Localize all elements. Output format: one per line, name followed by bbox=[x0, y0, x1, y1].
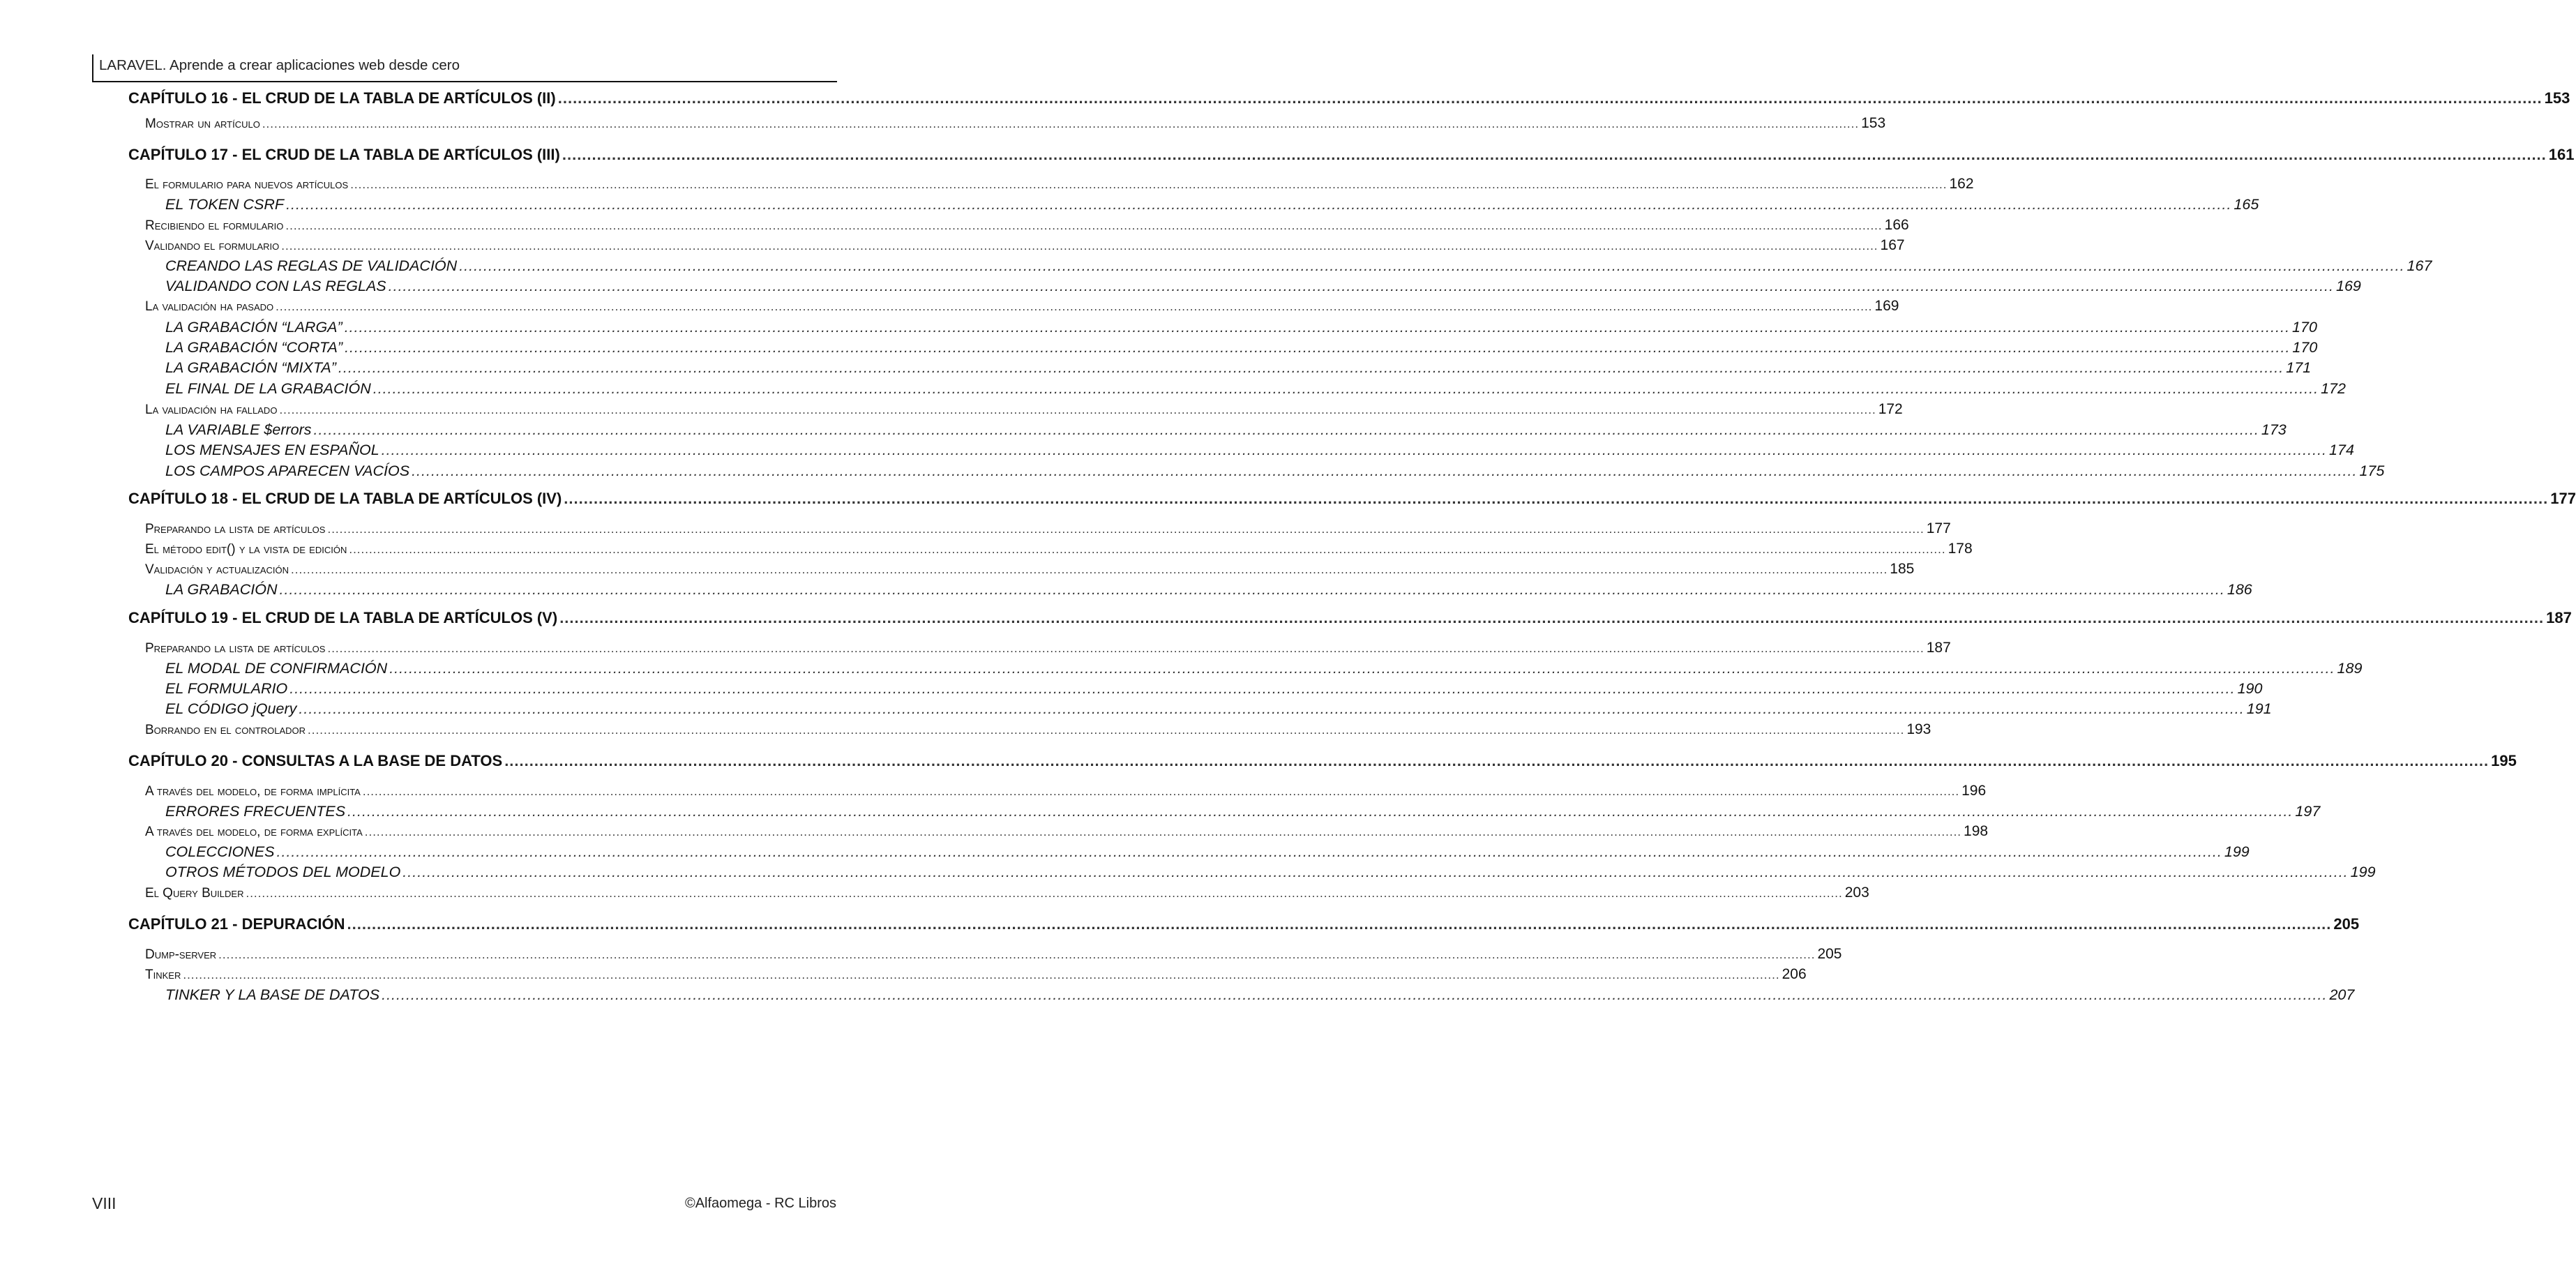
toc-entry-page: 197 bbox=[2295, 803, 2321, 820]
dot-leader: ................................................................................................................................................................................................................................................................................................................................................................................................................ bbox=[557, 89, 2543, 107]
dot-leader: ................................................................................................................................................................................................................................................................................................................................................................................................................ bbox=[388, 278, 2334, 294]
toc-section-entry[interactable] bbox=[145, 561, 1915, 578]
dot-leader: ................................................................................................................................................................................................................................................................................................................................................................................................................ bbox=[299, 700, 2245, 717]
dot-leader: ................................................................................................................................................................................................................................................................................................................................................................................................................ bbox=[218, 948, 1816, 961]
toc-sub-entry[interactable] bbox=[165, 986, 2355, 1004]
toc-entry-title: El Query Builder bbox=[145, 886, 244, 901]
dot-leader: ................................................................................................................................................................................................................................................................................................................................................................................................................ bbox=[344, 319, 2291, 336]
toc-sub-entry[interactable] bbox=[165, 359, 2312, 377]
toc-sub-entry[interactable] bbox=[165, 278, 2361, 295]
toc-entry-title: CAPÍTULO 17 - EL CRUD DE LA TABLA DE ARTÍCULOS (III) bbox=[128, 146, 560, 163]
toc-entry-title: CAPÍTULO 18 - EL CRUD DE LA TABLA DE ARTÍCULOS (IV) bbox=[128, 490, 562, 507]
toc-entry-page: 172 bbox=[2321, 380, 2346, 397]
dot-leader: ................................................................................................................................................................................................................................................................................................................................................................................................................ bbox=[313, 421, 2259, 438]
dot-leader: ................................................................................................................................................................................................................................................................................................................................................................................................................ bbox=[562, 146, 2547, 163]
toc-entry-page: 169 bbox=[2336, 278, 2361, 294]
dot-leader: ................................................................................................................................................................................................................................................................................................................................................................................................................ bbox=[291, 563, 1888, 576]
toc-entry-title: Recibiendo el formulario bbox=[145, 218, 284, 233]
toc-entry-title: LA GRABACIÓN bbox=[165, 581, 278, 598]
dot-leader: ................................................................................................................................................................................................................................................................................................................................................................................................................ bbox=[350, 178, 1948, 191]
toc-entry-page: 161 bbox=[2548, 146, 2575, 163]
toc-entry-title: El formulario para nuevos artículos bbox=[145, 177, 349, 192]
toc-entry-title: El método edit() y la vista de edición bbox=[145, 542, 347, 557]
dot-leader: ................................................................................................................................................................................................................................................................................................................................................................................................................ bbox=[285, 219, 1883, 232]
toc-section-entry[interactable] bbox=[145, 721, 1931, 738]
toc-chapter-entry[interactable] bbox=[128, 490, 2576, 508]
toc-entry-page: 174 bbox=[2329, 442, 2354, 458]
toc-entry-title: LOS CAMPOS APARECEN VACÍOS bbox=[165, 462, 410, 479]
toc-section-entry[interactable] bbox=[145, 885, 1869, 901]
toc-entry-page: 162 bbox=[1949, 176, 1974, 192]
toc-entry-title: Validando el formulario bbox=[145, 239, 280, 253]
dot-leader: ................................................................................................................................................................................................................................................................................................................................................................................................................ bbox=[338, 359, 2284, 376]
toc-entry-title: EL MODAL DE CONFIRMACIÓN bbox=[165, 660, 388, 677]
dot-leader: ................................................................................................................................................................................................................................................................................................................................................................................................................ bbox=[372, 380, 2319, 397]
toc-entry-title: Dump-server bbox=[145, 947, 217, 962]
dot-leader: ................................................................................................................................................................................................................................................................................................................................................................................................................ bbox=[559, 609, 2545, 626]
toc-section-entry[interactable] bbox=[145, 640, 1951, 656]
toc-sub-entry[interactable] bbox=[165, 700, 2272, 718]
page-number: VIII bbox=[92, 1194, 116, 1212]
toc-entry-page: 185 bbox=[1890, 561, 1915, 577]
dot-leader: ................................................................................................................................................................................................................................................................................................................................................................................................................ bbox=[389, 660, 2335, 677]
toc-sub-entry[interactable] bbox=[165, 257, 2432, 275]
toc-entry-title: Borrando en el controlador bbox=[145, 723, 306, 737]
toc-entry-page: 205 bbox=[1817, 946, 1842, 962]
dot-leader: ................................................................................................................................................................................................................................................................................................................................................................................................................ bbox=[308, 723, 1905, 737]
toc-entry-page: 195 bbox=[2491, 752, 2517, 769]
toc-sub-entry[interactable] bbox=[165, 803, 2321, 820]
toc-section-entry[interactable] bbox=[145, 115, 1886, 132]
running-header bbox=[92, 54, 837, 82]
toc-entry-title: OTROS MÉTODOS DEL MODELO bbox=[165, 864, 401, 880]
toc-section-entry[interactable] bbox=[145, 783, 1987, 799]
dot-leader: ................................................................................................................................................................................................................................................................................................................................................................................................................ bbox=[349, 543, 1946, 556]
dot-leader: ................................................................................................................................................................................................................................................................................................................................................................................................................ bbox=[246, 887, 1843, 900]
dot-leader: ................................................................................................................................................................................................................................................................................................................................................................................................................ bbox=[289, 680, 2236, 697]
toc-section-entry[interactable] bbox=[145, 237, 1905, 254]
toc-entry-page: 205 bbox=[2333, 915, 2360, 933]
toc-sub-entry[interactable] bbox=[165, 660, 2363, 677]
toc-entry-page: 165 bbox=[2234, 196, 2259, 213]
dot-leader: ................................................................................................................................................................................................................................................................................................................................................................................................................ bbox=[281, 239, 1878, 253]
toc-entry-page: 189 bbox=[2337, 660, 2363, 677]
toc-sub-entry[interactable] bbox=[165, 442, 2354, 459]
toc-chapter-entry[interactable] bbox=[128, 915, 2360, 933]
toc-entry-title: La validación ha fallado bbox=[145, 402, 278, 417]
dot-leader: ................................................................................................................................................................................................................................................................................................................................................................................................................ bbox=[347, 915, 2332, 933]
toc-entry-page: 199 bbox=[2224, 843, 2250, 860]
toc-entry-page: 198 bbox=[1964, 823, 1989, 839]
toc-section-entry[interactable] bbox=[145, 217, 1909, 234]
toc-chapter-entry[interactable] bbox=[128, 609, 2572, 627]
toc-entry-title: Mostrar un artículo bbox=[145, 116, 260, 131]
toc-entry-page: 177 bbox=[2550, 490, 2576, 507]
toc-section-entry[interactable] bbox=[145, 298, 1899, 315]
toc-entry-page: 199 bbox=[2350, 864, 2376, 880]
toc-entry-page: 187 bbox=[1926, 640, 1951, 656]
toc-sub-entry[interactable] bbox=[165, 843, 2250, 861]
toc-section-entry[interactable] bbox=[145, 541, 1973, 557]
toc-entry-page: 178 bbox=[1948, 541, 1973, 557]
toc-entry-page: 206 bbox=[1782, 966, 1807, 982]
toc-entry-page: 169 bbox=[1874, 298, 1899, 314]
toc-sub-entry[interactable] bbox=[165, 196, 2259, 213]
toc-entry-page: 190 bbox=[2237, 680, 2263, 697]
toc-entry-title: VALIDANDO CON LAS REGLAS bbox=[165, 278, 386, 294]
toc-entry-title: Validación y actualización bbox=[145, 562, 289, 577]
dot-leader: ................................................................................................................................................................................................................................................................................................................................................................................................................ bbox=[345, 339, 2291, 356]
toc-entry-page: 186 bbox=[2227, 581, 2252, 598]
dot-leader: ................................................................................................................................................................................................................................................................................................................................................................................................................ bbox=[412, 462, 2358, 479]
toc-entry-page: 172 bbox=[1878, 401, 1903, 417]
toc-entry-page: 153 bbox=[1861, 115, 1886, 131]
toc-entry-title: EL FORMULARIO bbox=[165, 680, 288, 697]
toc-entry-page: 167 bbox=[2406, 257, 2432, 274]
toc-entry-page: 171 bbox=[2286, 359, 2312, 376]
dot-leader: ................................................................................................................................................................................................................................................................................................................................................................................................................ bbox=[459, 257, 2405, 274]
toc-entry-title: LOS MENSAJES EN ESPAÑOL bbox=[165, 442, 379, 458]
toc-entry-page: 166 bbox=[1884, 217, 1909, 233]
toc-entry-page: 167 bbox=[1880, 237, 1905, 253]
toc-sub-entry[interactable] bbox=[165, 421, 2287, 439]
toc-sub-entry[interactable] bbox=[165, 680, 2263, 698]
toc-chapter-entry[interactable] bbox=[128, 146, 2575, 164]
toc-entry-page: 175 bbox=[2359, 462, 2385, 479]
book-title: LARAVEL. Aprende a crear aplicaciones web desde cero bbox=[99, 57, 460, 73]
toc-entry-page: 207 bbox=[2329, 986, 2355, 1003]
toc-entry-page: 153 bbox=[2544, 89, 2570, 107]
toc-sub-entry[interactable] bbox=[165, 319, 2317, 336]
toc-entry-title: A través del modelo, de forma implícita bbox=[145, 784, 361, 799]
toc-sub-entry[interactable] bbox=[165, 380, 2346, 398]
dot-leader: ................................................................................................................................................................................................................................................................................................................................................................................................................ bbox=[279, 581, 2225, 598]
toc-sub-entry[interactable] bbox=[165, 462, 2385, 480]
toc-entry-page: 193 bbox=[1906, 721, 1931, 737]
toc-entry-title: CREANDO LAS REGLAS DE VALIDACIÓN bbox=[165, 257, 458, 274]
toc-chapter-entry[interactable] bbox=[128, 752, 2517, 770]
toc-section-entry[interactable] bbox=[145, 946, 1842, 963]
publisher-credit: ©Alfaomega - RC Libros bbox=[684, 1196, 836, 1211]
toc-entry-title: CAPÍTULO 19 - EL CRUD DE LA TABLA DE ARTÍCULOS (V) bbox=[128, 609, 558, 626]
toc-entry-page: 191 bbox=[2246, 700, 2272, 717]
toc-entry-title: Preparando la lista de artículos bbox=[145, 641, 326, 656]
dot-leader: ................................................................................................................................................................................................................................................................................................................................................................................................................ bbox=[347, 803, 2293, 820]
toc-section-entry[interactable] bbox=[145, 176, 1974, 193]
dot-leader: ................................................................................................................................................................................................................................................................................................................................................................................................................ bbox=[327, 642, 1925, 655]
toc-entry-title: LA VARIABLE $errors bbox=[165, 421, 312, 438]
toc-entry-page: 173 bbox=[2261, 421, 2287, 438]
toc-entry-title: EL CÓDIGO jQuery bbox=[165, 700, 297, 717]
toc-entry-title: EL FINAL DE LA GRABACIÓN bbox=[165, 380, 371, 397]
dot-leader: ................................................................................................................................................................................................................................................................................................................................................................................................................ bbox=[327, 522, 1925, 536]
dot-leader: ................................................................................................................................................................................................................................................................................................................................................................................................................ bbox=[364, 825, 1962, 838]
dot-leader: ................................................................................................................................................................................................................................................................................................................................................................................................................ bbox=[279, 403, 1876, 416]
toc-section-entry[interactable] bbox=[145, 401, 1903, 418]
toc-entry-page: 196 bbox=[1961, 783, 1987, 799]
toc-entry-page: 170 bbox=[2292, 319, 2317, 336]
toc-entry-title: CAPÍTULO 20 - CONSULTAS A LA BASE DE DATOS bbox=[128, 752, 503, 769]
toc-entry-title: LA GRABACIÓN “MIXTA” bbox=[165, 359, 336, 376]
toc-entry-title: ERRORES FRECUENTES bbox=[165, 803, 346, 820]
toc-sub-entry[interactable] bbox=[165, 339, 2318, 356]
dot-leader: ................................................................................................................................................................................................................................................................................................................................................................................................................ bbox=[286, 196, 2232, 213]
dot-leader: ................................................................................................................................................................................................................................................................................................................................................................................................................ bbox=[381, 442, 2328, 458]
dot-leader: ................................................................................................................................................................................................................................................................................................................................................................................................................ bbox=[402, 864, 2349, 880]
toc-entry-page: 177 bbox=[1926, 520, 1951, 536]
toc-entry-title: Preparando la lista de artículos bbox=[145, 522, 326, 536]
dot-leader: ................................................................................................................................................................................................................................................................................................................................................................................................................ bbox=[183, 968, 1780, 981]
toc-entry-page: 170 bbox=[2292, 339, 2318, 356]
toc-entry-title: CAPÍTULO 21 - DEPURACIÓN bbox=[128, 915, 345, 933]
toc-entry-page: 187 bbox=[2546, 609, 2572, 626]
toc-section-entry[interactable] bbox=[145, 823, 1989, 840]
toc-entry-title: LA GRABACIÓN “CORTA” bbox=[165, 339, 343, 356]
dot-leader: ................................................................................................................................................................................................................................................................................................................................................................................................................ bbox=[262, 117, 1860, 130]
dot-leader: ................................................................................................................................................................................................................................................................................................................................................................................................................ bbox=[504, 752, 2490, 769]
dot-leader: ................................................................................................................................................................................................................................................................................................................................................................................................................ bbox=[564, 490, 2549, 507]
toc-entry-title: CAPÍTULO 16 - EL CRUD DE LA TABLA DE ARTÍCULOS (II) bbox=[128, 89, 556, 107]
toc-entry-page: 203 bbox=[1844, 885, 1869, 901]
toc-section-entry[interactable] bbox=[145, 520, 1951, 537]
toc-entry-title: TINKER Y LA BASE DE DATOS bbox=[165, 986, 380, 1003]
toc-entry-title: COLECCIONES bbox=[165, 843, 275, 860]
dot-leader: ................................................................................................................................................................................................................................................................................................................................................................................................................ bbox=[362, 785, 1960, 798]
toc-entry-title: LA GRABACIÓN “LARGA” bbox=[165, 319, 342, 336]
toc-chapter-entry[interactable] bbox=[128, 89, 2570, 107]
dot-leader: ................................................................................................................................................................................................................................................................................................................................................................................................................ bbox=[382, 986, 2328, 1003]
dot-leader: ................................................................................................................................................................................................................................................................................................................................................................................................................ bbox=[276, 843, 2222, 860]
toc-entry-title: EL TOKEN CSRF bbox=[165, 196, 285, 213]
toc-entry-title: La validación ha pasado bbox=[145, 299, 274, 314]
toc-section-entry[interactable] bbox=[145, 966, 1807, 983]
toc-entry-title: A través del modelo, de forma explícita bbox=[145, 825, 363, 839]
toc-sub-entry[interactable] bbox=[165, 581, 2252, 599]
toc-sub-entry[interactable] bbox=[165, 864, 2376, 881]
dot-leader: ................................................................................................................................................................................................................................................................................................................................................................................................................ bbox=[276, 300, 1873, 313]
toc-entry-title: Tinker bbox=[145, 968, 181, 982]
